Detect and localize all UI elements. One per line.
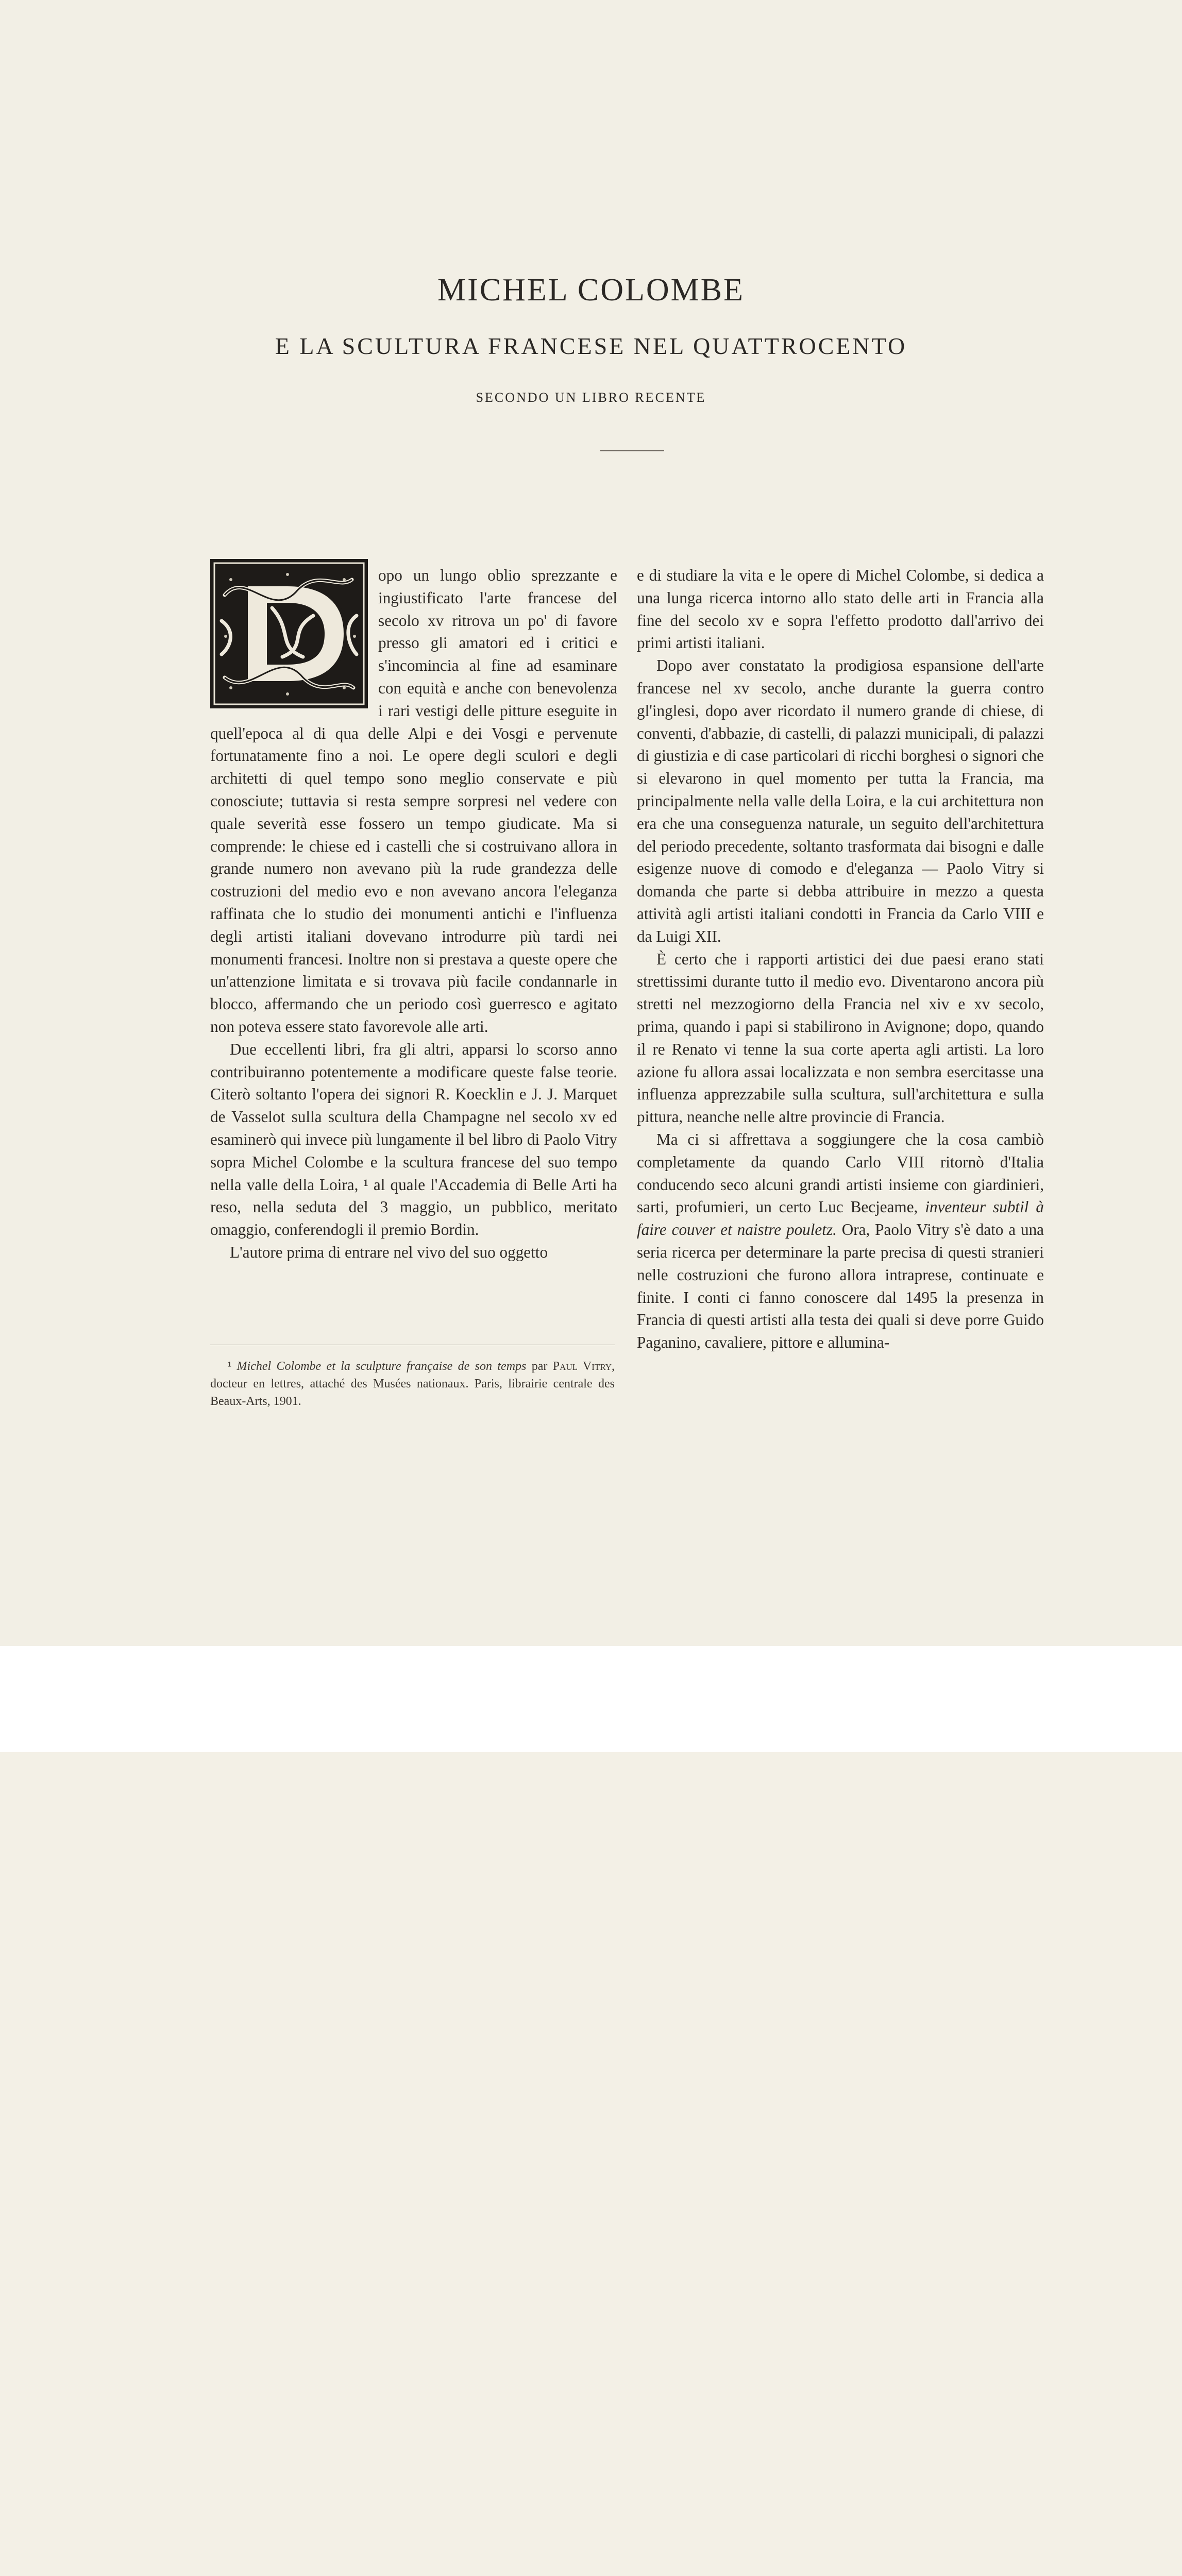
paragraph: e di studiare la vita e le opere di Michel Colombe, si dedica a una lunga ricerca intorno allo stato delle arti in Francia alla fine del secolo xv e sopra l'effetto prodotto dall'arrivo dei primi artisti italiani. — [637, 566, 1044, 652]
digitization-footer — [0, 1646, 1182, 1752]
paragraph: È certo che i rapporti artistici dei due paesi erano stati strettissimi durante tutto il medio evo. Diventarono ancora più stretti nel mezzogiorno della Francia nel xiv e xv secolo, prima, quando i papi si stabilirono in Avignone; dopo, quando il re Renato vi tenne la sua corte aperta agli artisti. La loro azione fu allora assai localizzata e non sembra esercitasse una influenza apprezzabile sulla scultura, sull'architettura e sulla pittura, neanche nelle altre provincie di Francia. — [637, 950, 1044, 1126]
article-subhead: SECONDO UN LIBRO RECENTE — [476, 390, 706, 405]
article-subtitle: E LA SCULTURA FRANCESE NEL QUATTROCENTO — [275, 333, 907, 359]
paragraph: L'autore prima di entrare nel vivo del suo oggetto — [230, 1243, 548, 1261]
paragraph: Ma ci si affrettava a soggiungere che la cosa cambiò completamente da quando Carlo VIII ritornò d'Italia conducendo seco alcuni grandi artisti insieme con giardinieri, sarti, profumieri, un certo Luc Becjeame, inventeur subtil à faire couver et naistre pouletz. Ora, Paolo Vitry s'è dato a una seria ricerca per determinare la parte precisa di questi stranieri nelle costruzioni che furono allora intraprese, continuate e finite. I conti ci fanno conoscere dal 1495 la presenza in Francia di questi artisti alla testa dei quali si deve porre Guido Paganino, cavaliere, pittore e allumina- — [637, 1130, 1044, 1352]
paragraph: Dopo aver constatato la prodigiosa espansione dell'arte francese nel xv secolo, anche durante la guerra contro gl'inglesi, dopo aver ricordato il numero grande di chiese, di conventi, d'abbazie, di castelli, di palazzi municipali, di palazzi di giustizia e di case particolari di ricchi borghesi o signori che si elevarono in quel momento per tutta la Francia, ma principalmente nella valle della Loira, e la cui architettura non era che una conseguenza naturale, un seguito dell'architettura del periodo precedente, soltanto trasformata dai bisogni e dalle esigenze nuove di comodo e d'eleganza — Paolo Vitry si domanda che parte si debba attribuire in mezzo a questa attività agli artisti italiani condotti in Francia da Carlo VIII e da Luigi XII. — [637, 656, 1044, 945]
paragraph: opo un lungo oblio sprezzante e ingiustificato l'arte francese del secolo xv ritrova un po' di favore presso gli amatori ed i critici e s'incomincia al fine ad esaminare con equità e anche con benevolenza i rari vestigi delle pitture eseguite in quell'epoca al di qua delle Alpi e dei Vosgi e pervenute fortunatamente fino a noi. Le opere degli sculori e degli architetti di quel tempo sono meglio conservate e più conosciute; tuttavia si resta sempre sorpresi nel vedere con quale severità esse fossero un tempo giudicate. Ma si comprende: le chiese ed i castelli che si costruivano allora in grande numero non avevano più la rude grandezza delle costruzioni del medio evo e non avevano ancora l'eleganza raffinata che lo studio dei monumenti antichi e l'influenza degli artisti italiani dovevano introdurre più tardi nei monumenti francesi. Inoltre non si prestava a queste opere che un'attenzione limitata e si trovava più facile condannarle in blocco, affermando che un periodo così guerresco e agitato non poteva essere stato favorevole alle arti. — [210, 566, 617, 1036]
article-title: MICHEL COLOMBE — [437, 273, 745, 308]
footnote: ¹ Michel Colombe et la sculpture française de son temps par Paul Vitry, docteur en lettres, attaché des Musées nationaux. Paris, librairie centrale des Beaux-Arts, 1901. — [210, 1360, 615, 1408]
left-column — [210, 564, 617, 1264]
decorated-initial-d-icon — [210, 559, 368, 708]
footnote-author: Paul Vitry — [552, 1360, 612, 1373]
footnote-book-title: Michel Colombe et la sculpture française de son temps — [237, 1360, 527, 1373]
italic-quote: inventeur subtil à faire couver et naistre pouletz. — [637, 1198, 1044, 1239]
right-column — [637, 564, 1044, 1354]
title-divider — [600, 450, 664, 451]
paragraph: Due eccellenti libri, fra gli altri, apparsi lo scorso anno contribuiranno potentemente a modificare queste false teorie. Citerò soltanto l'opera dei signori R. Koecklin e J. J. Marquet de Vasselot sulla scultura della Champagne nel secolo xv ed esaminerò qui invece più lungamente il bel libro di Paolo Vitry sopra Michel Colombe e la scultura francese del suo tempo nella valle della Loira, ¹ al quale l'Accademia di Belle Arti ha reso, nella seduta del 3 maggio, un pubblico, meritato omaggio, conferendogli il premio Bordin. — [210, 1040, 617, 1239]
